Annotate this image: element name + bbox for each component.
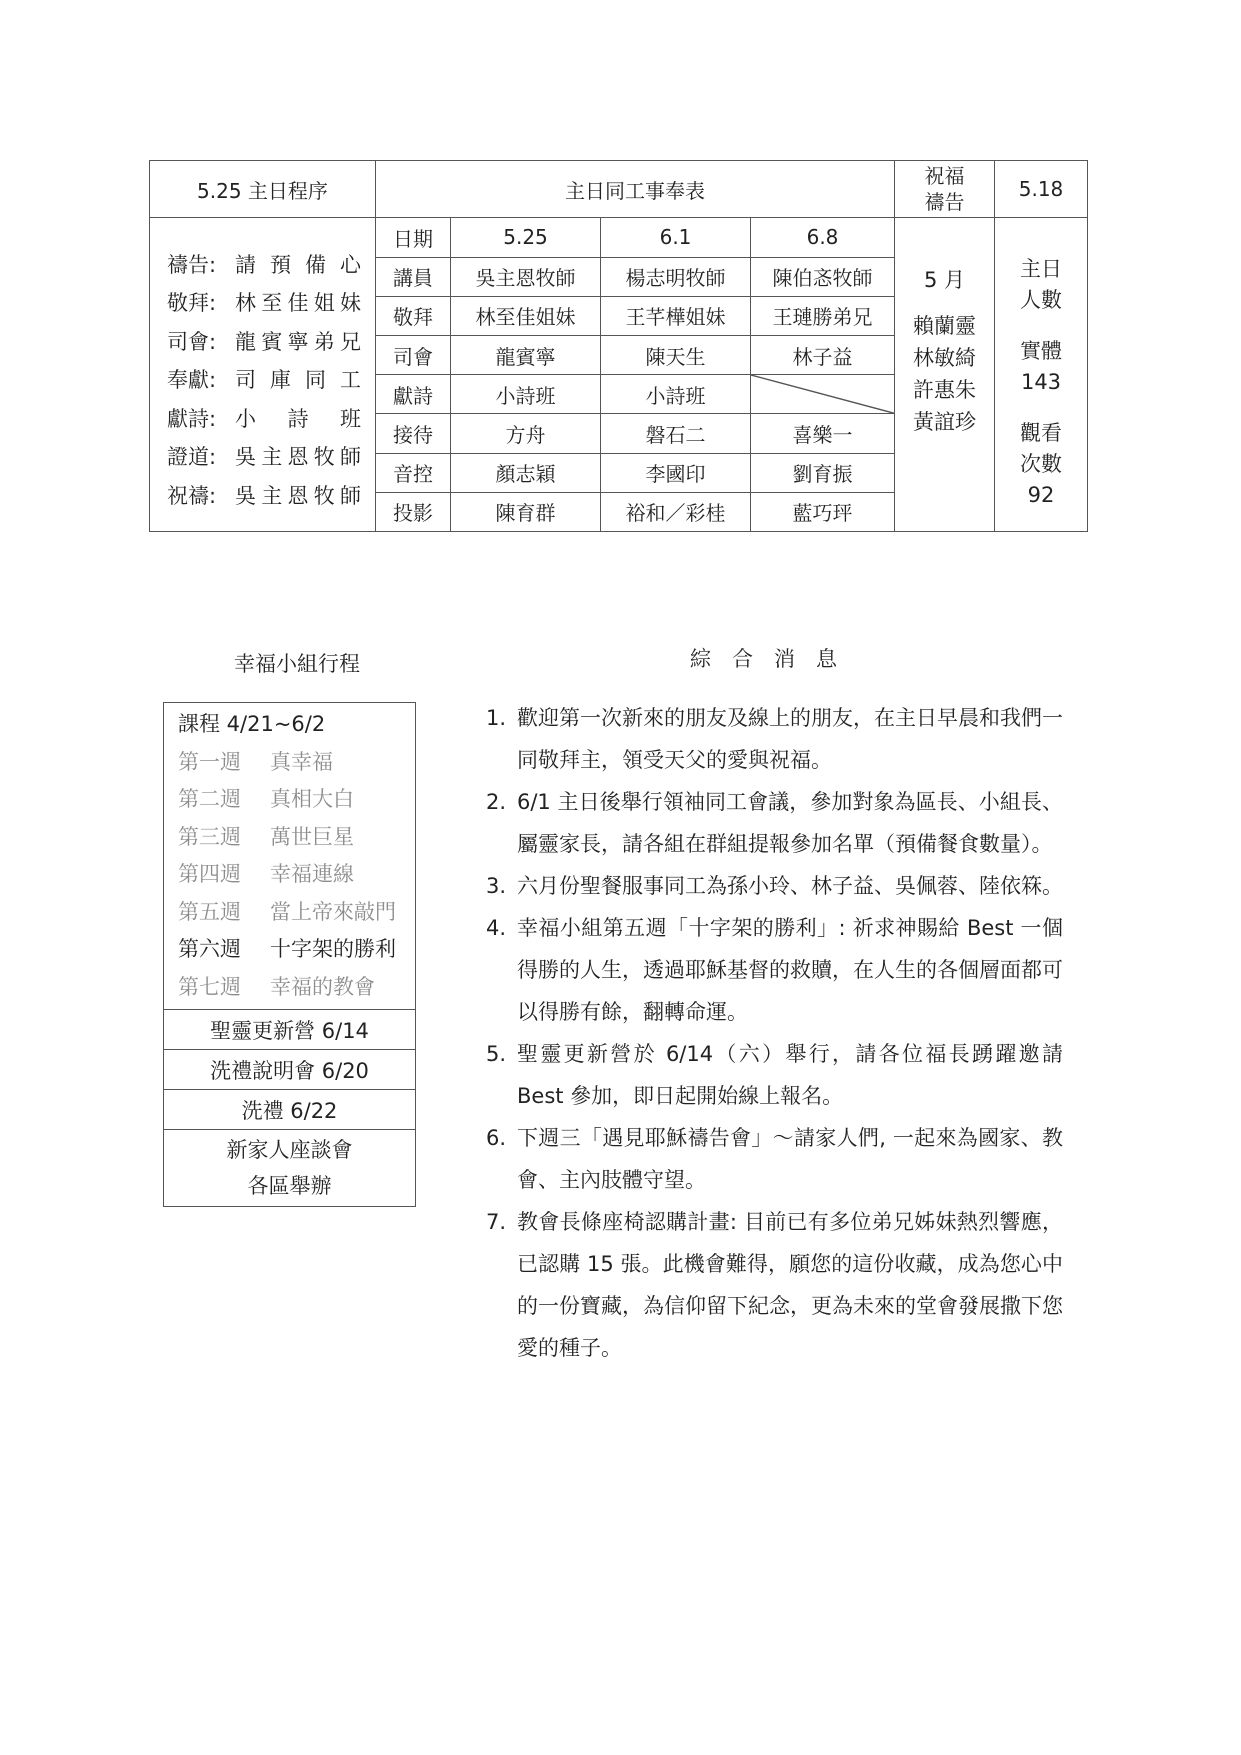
blessing-title: 祝福 禱告 bbox=[895, 161, 995, 218]
news-item: 7. 教會長條座椅認購計畫: 目前已有多位弟兄姊妹熱烈響應，已認購 15 張。此機會難得，願您的這份收藏，成為您心中的一份寶藏，為信仰留下紀念，更為未來的堂會發展撒下您愛的種子。 bbox=[486, 1210, 1063, 1360]
roster-cell: 小詩班 bbox=[451, 375, 601, 414]
event-item: 洗禮說明會 6/20 bbox=[164, 1050, 416, 1090]
roster-cell: 陳育群 bbox=[451, 492, 601, 531]
blessing-name: 許惠朱 bbox=[913, 378, 976, 403]
blessing-name: 林敏綺 bbox=[913, 346, 976, 371]
date-header: 5.25 bbox=[451, 218, 601, 257]
onsite-count: 143 bbox=[1020, 370, 1062, 395]
roster-cell: 方舟 bbox=[451, 414, 601, 453]
service-table bbox=[149, 160, 1088, 532]
news-item: 3. 六月份聖餐服事同工為孫小玲、林子益、吳佩蓉、陸依箖。 bbox=[486, 874, 1063, 898]
program-item: 奉獻: 司庫同工 bbox=[167, 368, 361, 393]
roster-cell: 劉育振 bbox=[751, 453, 895, 492]
roster-cell: 陳伯忞牧師 bbox=[751, 257, 895, 296]
roster-cell: 王璉勝弟兄 bbox=[751, 296, 895, 335]
week-item: 第一週 真幸福 bbox=[178, 749, 333, 774]
news-item: 1. 歡迎第一次新來的朋友及線上的朋友，在主日早晨和我們一同敬拜主，領受天父的愛與祝福。 bbox=[486, 706, 1063, 772]
date-header: 6.1 bbox=[601, 218, 751, 257]
news-item: 6. 下週三「遇見耶穌禱告會」～請家人們, 一起來為國家、教會、主內肢體守望。 bbox=[486, 1126, 1063, 1192]
program-item: 證道: 吳主恩牧師 bbox=[167, 445, 361, 470]
views-count: 92 bbox=[1027, 483, 1055, 508]
news-list bbox=[483, 697, 1063, 1369]
roster-role: 講員 bbox=[376, 257, 451, 296]
blessing-month: 5 月 bbox=[923, 268, 966, 293]
roster-cell: 龍賓寧 bbox=[451, 335, 601, 374]
roster-role: 投影 bbox=[376, 492, 451, 531]
program-item: 禱告: 請預備心 bbox=[167, 252, 361, 277]
blessing-name: 賴蘭靈 bbox=[913, 314, 976, 339]
roster-cell: 林至佳姐妹 bbox=[451, 296, 601, 335]
course-label: 課程 4/21~6/2 bbox=[178, 712, 326, 736]
week-item: 第五週 當上帝來敲門 bbox=[178, 899, 396, 924]
roster-role: 獻詩 bbox=[376, 375, 451, 414]
roster-cell: 喜樂一 bbox=[751, 414, 895, 453]
group-schedule-table bbox=[163, 702, 416, 1207]
week-item: 第三週 萬世巨星 bbox=[178, 824, 354, 849]
roster-role: 接待 bbox=[376, 414, 451, 453]
roster-cell: 藍巧玶 bbox=[751, 492, 895, 531]
program-item: 祝禱: 吳主恩牧師 bbox=[167, 483, 361, 508]
blessing-list bbox=[895, 218, 995, 532]
blessing-name: 黃誼珍 bbox=[913, 410, 976, 435]
roster-cell: 裕和／彩桂 bbox=[601, 492, 751, 531]
roster-cell: 李國印 bbox=[601, 453, 751, 492]
roster-cell: 顏志穎 bbox=[451, 453, 601, 492]
roster-cell: 楊志明牧師 bbox=[601, 257, 751, 296]
date-header: 6.8 bbox=[751, 218, 895, 257]
event-item: 新家人座談會 各區舉辦 bbox=[164, 1130, 416, 1207]
event-item: 聖靈更新營 6/14 bbox=[164, 1010, 416, 1050]
news-item: 4. 幸福小組第五週「十字架的勝利」: 祈求神賜給 Best 一個得勝的人生，透過耶穌基督的救贖，在人生的各個層面都可以得勝有餘，翻轉命運。 bbox=[486, 916, 1063, 1024]
week-item: 第二週 真相大白 bbox=[178, 787, 354, 811]
roster-cell: 吳主恩牧師 bbox=[451, 257, 601, 296]
roster-role: 音控 bbox=[376, 453, 451, 492]
group-schedule-title: 幸福小組行程 bbox=[234, 652, 360, 676]
roster-cell: 小詩班 bbox=[601, 375, 751, 414]
date-label: 日期 bbox=[376, 218, 451, 257]
program-title: 5.25 主日程序 bbox=[150, 161, 376, 218]
attendance-box: 主日 人數 實體 143 觀看 次數 92 bbox=[995, 218, 1088, 532]
roster-role: 敬拜 bbox=[376, 296, 451, 335]
program-item: 司會: 龍賓寧弟兄 bbox=[167, 329, 361, 354]
week-item: 第七週 幸福的教會 bbox=[178, 974, 375, 999]
prev-date: 5.18 bbox=[995, 161, 1088, 218]
roster-cell: 陳天生 bbox=[601, 335, 751, 374]
roster-role: 司會 bbox=[376, 335, 451, 374]
week-item: 第四週 幸福連線 bbox=[178, 862, 354, 886]
news-title: 綜合消息 bbox=[690, 647, 858, 671]
news-item: 5. 聖靈更新營於 6/14（六）舉行，請各位福長踴躍邀請 Best 參加，即日起開始線上報名。 bbox=[486, 1042, 1063, 1108]
roster-cell: 林子益 bbox=[751, 335, 895, 374]
news-item: 2. 6/1 主日後舉行領袖同工會議，參加對象為區長、小組長、屬靈家長，請各組在群組提報參加名單（預備餐食數量）。 bbox=[486, 790, 1063, 856]
roster-cell: 磐石二 bbox=[601, 414, 751, 453]
roster-cell: 王芊樺姐妹 bbox=[601, 296, 751, 335]
program-item: 敬拜: 林至佳姐妹 bbox=[167, 291, 361, 316]
empty-cell-diagonal bbox=[751, 375, 895, 414]
program-item: 獻詩: 小詩班 bbox=[167, 406, 361, 431]
program-list bbox=[150, 218, 376, 532]
service-title: 主日同工事奉表 bbox=[376, 161, 895, 218]
week-item-current: 第六週 十字架的勝利 bbox=[178, 937, 396, 961]
event-item: 洗禮 6/22 bbox=[164, 1090, 416, 1130]
course-box bbox=[164, 703, 416, 1010]
